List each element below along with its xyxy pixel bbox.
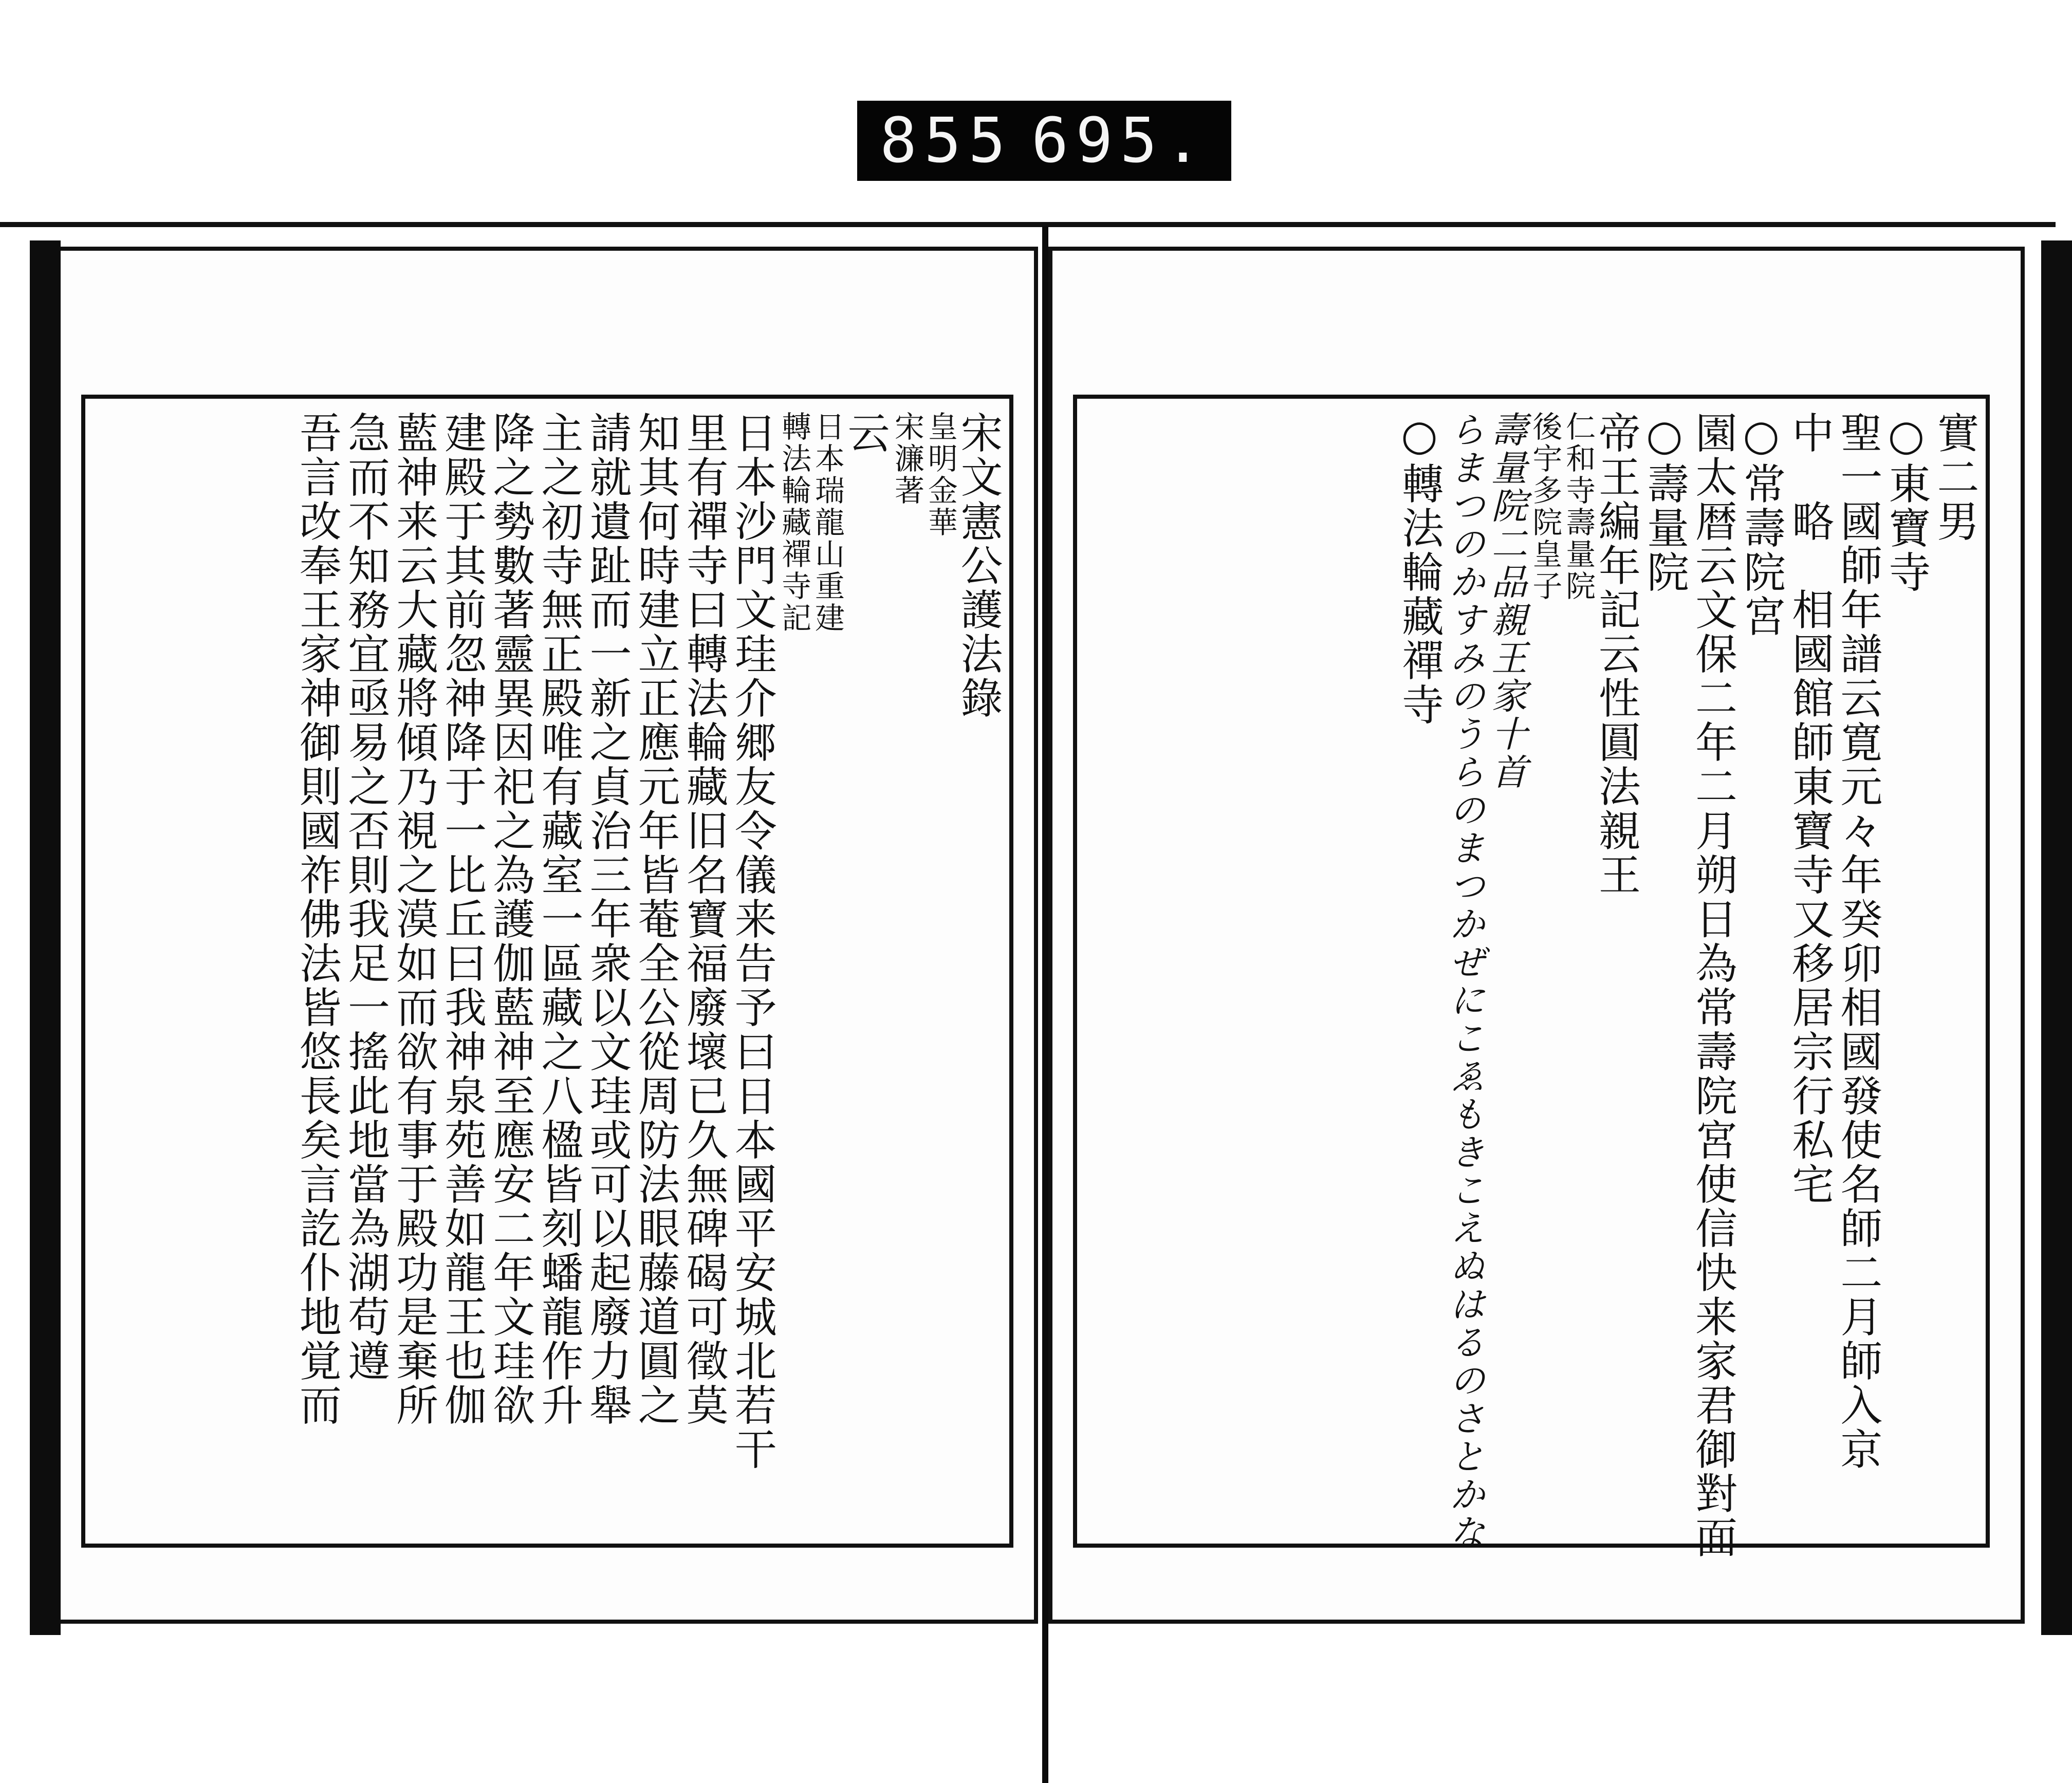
right-column-11: ○轉法輪藏禪寺 xyxy=(1395,411,1444,727)
right-column-2: ○東寶寺 xyxy=(1881,411,1931,595)
left-subtitle-column xyxy=(776,411,890,1531)
right-column-6: 園太暦云文保二年二月朔日為常壽院宮使信快来家君御對面 xyxy=(1688,411,1737,1560)
left-column-5: 知其何時建立正應元年皆菴全公從周防法眼藤道圓之 xyxy=(631,411,680,1427)
right-column-1: 實二男 xyxy=(1930,411,1979,544)
left-column-7: 主之初寺無正殿唯有藏室一區藏之八楹皆刻蟠龍作升 xyxy=(534,411,583,1427)
catalog-number-right: 695. xyxy=(1031,105,1209,177)
left-subtitle-note-b: 轉法輪藏禪寺記 xyxy=(776,411,812,634)
left-column-11: 急而不知務宜亟易之否則我足一搖此地當為湖苟遵 xyxy=(341,411,390,1383)
book-gutter xyxy=(1042,226,1048,1783)
right-column-5: ○常壽院宮 xyxy=(1736,411,1786,639)
right-column-4: 中 略 相國館師東寶寺又移居宗行私宅 xyxy=(1785,411,1834,1206)
catalog-number-tag xyxy=(857,101,1231,181)
left-column-12: 吾言改奉王家神御則國祚佛法皆悠長矣言訖仆地覚而 xyxy=(292,411,342,1427)
right-column-8: 帝王編年記云性圓法親王 xyxy=(1592,411,1641,897)
book-spread xyxy=(41,226,2056,1655)
right-column-8-note-a: 仁和寺壽量院 xyxy=(1561,411,1596,602)
left-page xyxy=(46,247,1038,1624)
left-column-3: 日本沙門文珪介郷友令儀来告予曰日本國平安城北若干 xyxy=(728,411,777,1472)
right-annotated-column xyxy=(1527,411,1641,1531)
right-column-10: らまつのかすみのうらのまつかぜにこゑもきこえぬはるのさとかな xyxy=(1443,411,1486,1552)
right-column-8-note-b: 後宇多院皇子 xyxy=(1527,411,1563,602)
right-column-8-note xyxy=(1529,411,1594,1531)
left-subtitle-note xyxy=(778,411,843,1531)
left-column-4: 里有禪寺曰轉法輪藏旧名寶福廢壞已久無碑碣可徵莫 xyxy=(679,411,729,1427)
left-column-8: 降之勢數著靈異因祀之為護伽藍神至應安二年文珪欲 xyxy=(486,411,535,1427)
left-column-9: 建殿于其前忽神降于一比丘曰我神泉苑善如龍王也伽 xyxy=(437,411,487,1427)
right-column-9: 壽量院二品親王家十首 xyxy=(1485,411,1528,791)
right-column-3: 聖一國師年譜云寛元々年癸卯相國發使名師二月師入京 xyxy=(1833,411,1882,1472)
left-text-frame xyxy=(81,395,1013,1548)
right-text-frame xyxy=(1073,395,1990,1560)
left-title-column xyxy=(890,411,1003,1531)
left-column-10: 藍神来云大藏將傾乃視之漠如而欲有事于殿功是棄所 xyxy=(389,411,438,1427)
right-column-7: ○壽量院 xyxy=(1640,411,1689,595)
left-subtitle-note-a: 日本瑞龍山重建 xyxy=(810,411,845,634)
left-title-note-b: 宋濂著 xyxy=(890,411,925,507)
right-page xyxy=(1048,247,2025,1624)
left-title-note xyxy=(891,411,956,1531)
left-subtitle-text: 云 xyxy=(841,411,890,455)
left-title-text: 宋文憲公護法錄 xyxy=(954,411,1003,720)
left-column-6: 請就遺趾而一新之貞治三年衆以文珪或可以起廢力舉 xyxy=(582,411,632,1427)
left-title-note-a: 皇明金華 xyxy=(922,411,958,538)
catalog-number-left: 855 xyxy=(880,105,1013,177)
